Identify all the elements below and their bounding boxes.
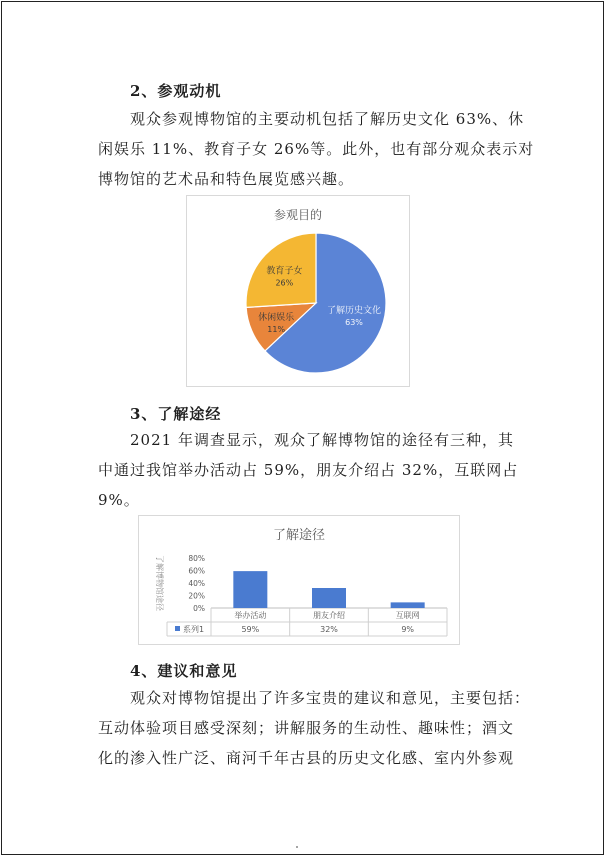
- section3-heading: 3、了解途经: [130, 405, 222, 423]
- y-axis-label: 了解博物馆途径: [155, 555, 164, 611]
- y-tick-label: 60%: [188, 566, 205, 576]
- bar-2: [312, 588, 346, 608]
- section2-heading: 2、参观动机: [130, 82, 222, 100]
- pie-slice-value-1: 63%: [345, 318, 363, 327]
- section4-line-3: 化的渗入性广泛、商河千年古县的历史文化感、室内外参观: [98, 749, 515, 767]
- section2-line-1: 观众参观博物馆的主要动机包括了解历史文化 63%、休: [130, 110, 525, 128]
- x-category-label: 举办活动: [234, 611, 267, 620]
- section4-line-2: 互动体验项目感受深刻；讲解服务的生动性、趣味性；酒文: [98, 719, 515, 737]
- pie-chart-title: 参观目的: [273, 208, 322, 222]
- legend-swatch: [175, 626, 180, 631]
- section3-line-3: 9%。: [98, 491, 140, 509]
- pie-slice-label-1: 了解历史文化: [326, 306, 382, 316]
- bar-chart-title: 了解途径: [272, 528, 325, 543]
- y-tick-label: 0%: [193, 604, 205, 613]
- pie-slice-label-2: 休闲娱乐: [258, 313, 295, 324]
- section4-heading: 4、建议和意见: [130, 662, 238, 680]
- pie-slice-label-3: 教育子女: [266, 266, 303, 277]
- y-tick-label: 80%: [188, 554, 205, 563]
- data-table-value: 9%: [401, 625, 415, 634]
- data-table-value: 32%: [320, 625, 338, 634]
- bar-1: [233, 571, 267, 608]
- y-tick-label: 20%: [188, 591, 205, 601]
- x-category-label: 朋友介绍: [313, 611, 345, 620]
- scan-artifact: [296, 846, 298, 848]
- pie-chart: [187, 196, 411, 388]
- section4-line-1: 观众对博物馆提出了许多宝贵的建议和意见，主要包括：: [130, 689, 531, 707]
- legend-series-name: 系列1: [183, 625, 205, 634]
- section3-line-2: 中通过我馆举办活动占 59%，朋友介绍占 32%，互联网占: [98, 461, 519, 479]
- bar-chart: [139, 516, 461, 646]
- pie-slice-value-2: 11%: [267, 325, 286, 335]
- y-tick-label: 40%: [188, 579, 205, 588]
- data-table-value: 59%: [241, 625, 260, 634]
- section3-line-1: 2021 年调查显示，观众了解博物馆的途径有三种，其: [130, 431, 514, 449]
- section2-line-2: 闲娱乐 11%、教育子女 26%等。此外，也有部分观众表示对: [98, 140, 535, 158]
- bar-chart-figure: [138, 515, 460, 645]
- pie-slice-value-3: 26%: [275, 278, 294, 288]
- bar-3: [391, 602, 425, 608]
- section2-line-3: 博物馆的艺术品和特色展览感兴趣。: [98, 170, 355, 188]
- pie-chart-figure: [186, 195, 410, 387]
- x-category-label: 互联网: [395, 611, 420, 620]
